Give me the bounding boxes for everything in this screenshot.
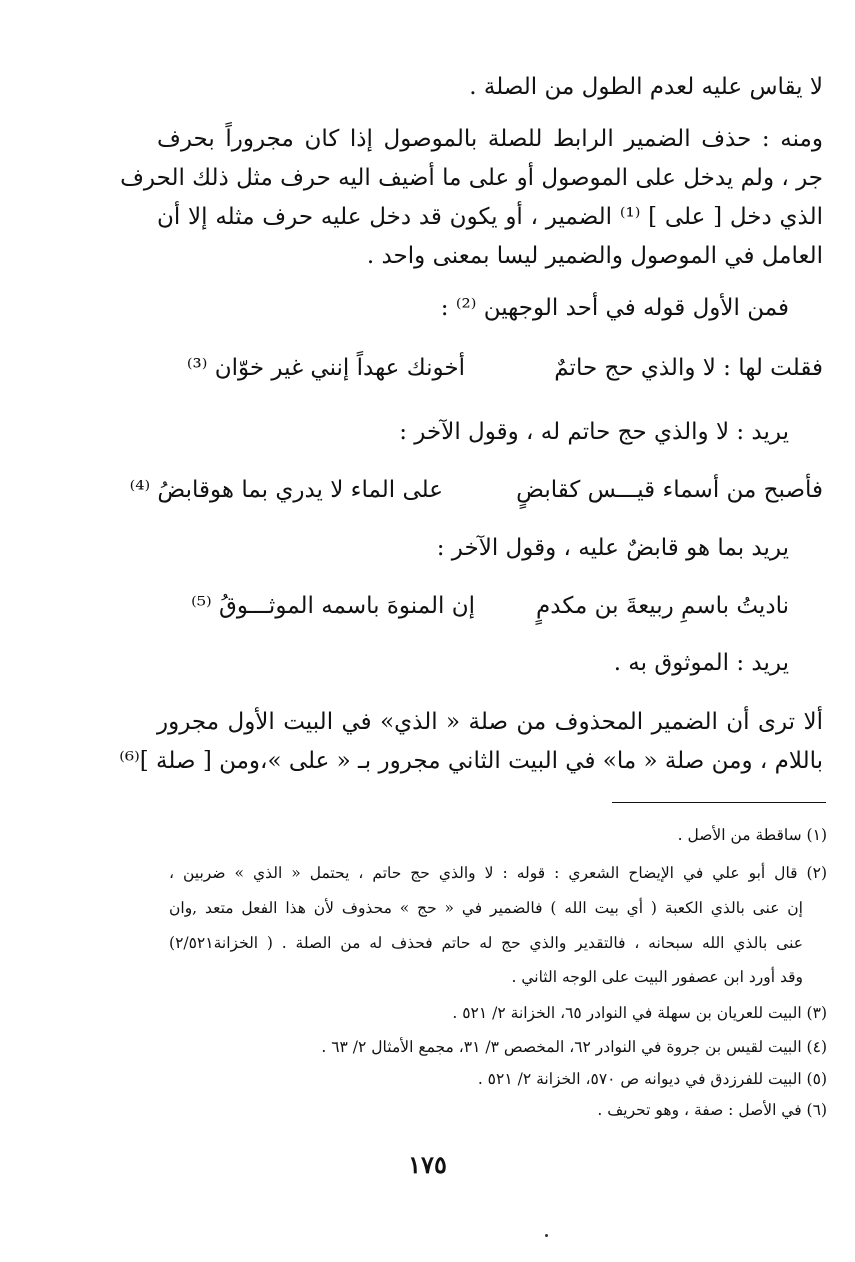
example-intro-line: فمن الأول قوله في أحد الوجهين ⁽²⁾ :: [440, 295, 789, 321]
footnote-5: (٥) البيت للفرزدق في ديوانه ص ٥٧٠، الخزانة ٢/ ٥٢١ .: [477, 1070, 827, 1088]
paragraph-1-line-2: جر ، ولم يدخل على الموصول أو على ما أضيف اليه حرف مثل ذلك الحرف: [120, 165, 823, 191]
yurid-line-2: يريد بما هو قابضٌ عليه ، وقول الآخر :: [436, 535, 789, 561]
verse-2-second-hemistich: على الماء لا يدري بما هوقابضُ ⁽⁴⁾: [129, 477, 443, 503]
paragraph-1-line-1: ومنه : حذف الضمير الرابط للصلة بالموصول إذا كان مجروراً بحرف: [157, 126, 823, 152]
footnote-2-line-2: إن عنى بالذي الكعبة ( أي بيت الله ) فالضمير في « حج » محذوف لأن هذا الفعل متعد ,وان: [169, 899, 803, 917]
verse-3-second-hemistich: إن المنوهَ باسمه الموثـــوقُ ⁽⁵⁾: [191, 593, 475, 619]
footnote-3: (٣) البيت للعريان بن سهلة في النوادر ٦٥، الخزانة ٢/ ٥٢١ .: [452, 1004, 827, 1022]
paragraph-1-line-3: الذي دخل [ على ] ⁽¹⁾ الضمير ، أو يكون قد دخل عليه حرف مثله إلا أن: [157, 204, 823, 230]
footnote-1: (١) ساقطة من الأصل .: [677, 826, 827, 844]
body-line-continuation: لا يقاس عليه لعدم الطول من الصلة .: [469, 74, 823, 100]
footnote-2-line-3: عنى بالذي الله سبحانه ، فالتقدير والذي حج له حاتم فحذف له من الصلة . ( الخزانة٢/٥٢١): [169, 934, 803, 952]
verse-1-second-hemistich: أخونك عهداً إنني غير خوّان ⁽³⁾: [186, 355, 465, 381]
paragraph-last-line-1: ألا ترى أن الضمير المحذوف من صلة « الذي» في البيت الأول مجرور: [157, 709, 823, 735]
scan-speck: [545, 1234, 548, 1237]
page-number: ١٧٥: [408, 1150, 447, 1179]
yurid-line-1: يريد : لا والذي حج حاتم له ، وقول الآخر :: [399, 419, 789, 445]
paragraph-last-line-2: باللام ، ومن صلة « ما» في البيت الثاني مجرور بـ « على »،ومن [ صلة ]⁽⁶⁾: [119, 748, 823, 774]
footnote-2-line-1: (٢) قال أبو علي في الإيضاح الشعري : قوله : لا والذي حج حاتم ، يحتمل « الذي » ضربين ،: [169, 864, 827, 882]
verse-1-first-hemistich: فقلت لها : لا والذي حج حاتمٌ: [554, 355, 823, 381]
footnote-2-line-4: وقد أورد ابن عصفور البيت على الوجه الثاني .: [511, 968, 803, 986]
verse-3-first-hemistich: ناديتُ باسمِ ربيعةَ بن مكدمٍ: [536, 593, 789, 619]
paragraph-1-line-4: العامل في الموصول والضمير ليسا بمعنى واحد .: [366, 243, 823, 269]
footnote-4: (٤) البيت لقيس بن جروة في النوادر ٦٢، المخصص ٣/ ٣١، مجمع الأمثال ٢/ ٦٣ .: [321, 1038, 827, 1056]
footnote-6: (٦) في الأصل : صفة ، وهو تحريف .: [597, 1101, 827, 1119]
verse-2-first-hemistich: فأصبح من أسماء قيـــس كقابضٍ: [516, 477, 823, 503]
footnote-separator: [612, 802, 826, 803]
yurid-line-3: يريد : الموثوق به .: [613, 650, 789, 676]
